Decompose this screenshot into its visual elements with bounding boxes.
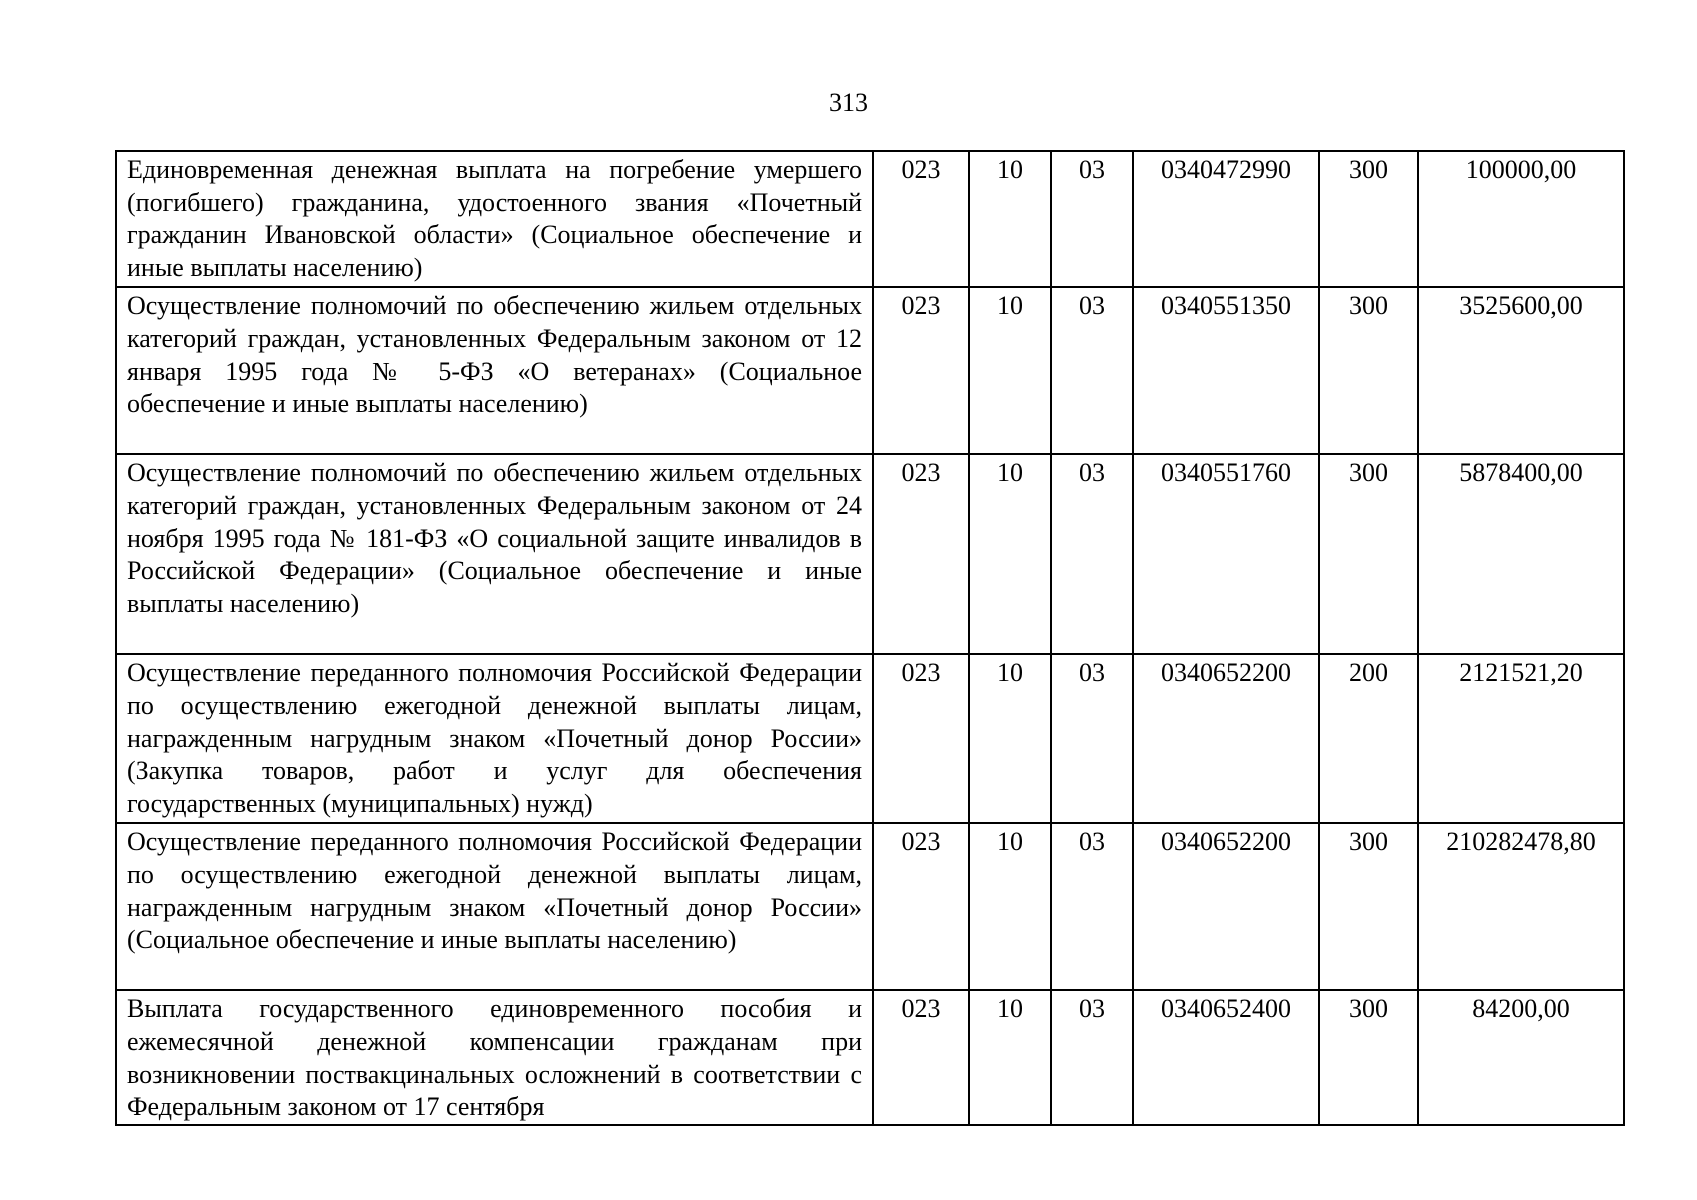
section-code: 10	[969, 454, 1051, 654]
amount: 100000,00	[1418, 151, 1624, 287]
amount: 3525600,00	[1418, 287, 1624, 454]
expense-type-code: 300	[1319, 823, 1418, 990]
table-row	[116, 287, 1624, 454]
amount: 210282478,80	[1418, 823, 1624, 990]
section-code: 10	[969, 654, 1051, 823]
amount: 5878400,00	[1418, 454, 1624, 654]
table-row	[116, 990, 1624, 1125]
target-article-code: 0340652200	[1133, 823, 1319, 990]
expense-description: Осуществление переданного полномочия Российской Федерации по осуществлению ежегодной денежной выплаты лицам, награжденным нагрудным знаком «Почетный донор России» (Социальное обеспечение и иные выплаты населению)	[116, 823, 873, 990]
page-number: 313	[829, 88, 868, 117]
subsection-code: 03	[1051, 454, 1133, 654]
target-article-code: 0340472990	[1133, 151, 1319, 287]
ministry-code: 023	[873, 151, 969, 287]
expense-description: Осуществление переданного полномочия Российской Федерации по осуществлению ежегодной денежной выплаты лицам, награжденным нагрудным знаком «Почетный донор России» (Закупка товаров, работ и услуг для обеспечения государственных (муниципальных) нужд)	[116, 654, 873, 823]
expense-type-code: 300	[1319, 990, 1418, 1125]
target-article-code: 0340652200	[1133, 654, 1319, 823]
expense-description: Выплата государственного единовременного пособия и ежемесячной денежной компенсации гражданам при возникновении поствакцинальных осложнений в соответствии с Федеральным законом от 17 сентября	[127, 994, 862, 1122]
expense-type-code: 300	[1319, 454, 1418, 654]
budget-table	[115, 150, 1625, 1126]
table-row	[116, 654, 1624, 823]
target-article-code: 0340652400	[1133, 990, 1319, 1125]
table-row	[116, 823, 1624, 990]
amount: 84200,00	[1418, 990, 1624, 1125]
expense-description: Единовременная денежная выплата на погребение умершего (погибшего) гражданина, удостоенного звания «Почетный гражданин Ивановской области» (Социальное обеспечение и иные выплаты населению)	[116, 151, 873, 287]
subsection-code: 03	[1051, 654, 1133, 823]
subsection-code: 03	[1051, 151, 1133, 287]
table-row	[116, 454, 1624, 654]
ministry-code: 023	[873, 654, 969, 823]
amount: 2121521,20	[1418, 654, 1624, 823]
expense-description: Осуществление полномочий по обеспечению жильем отдельных категорий граждан, установленных Федеральным законом от 24 ноября 1995 года № 181-ФЗ «О социальной защите инвалидов в Российской Федерации» (Социальное обеспечение и иные выплаты населению)	[116, 454, 873, 654]
ministry-code: 023	[873, 287, 969, 454]
subsection-code: 03	[1051, 990, 1133, 1125]
target-article-code: 0340551350	[1133, 287, 1319, 454]
expense-type-code: 300	[1319, 151, 1418, 287]
expense-type-code: 200	[1319, 654, 1418, 823]
subsection-code: 03	[1051, 823, 1133, 990]
ministry-code: 023	[873, 990, 969, 1125]
section-code: 10	[969, 287, 1051, 454]
ministry-code: 023	[873, 823, 969, 990]
subsection-code: 03	[1051, 287, 1133, 454]
ministry-code: 023	[873, 454, 969, 654]
expense-type-code: 300	[1319, 287, 1418, 454]
section-code: 10	[969, 823, 1051, 990]
expense-description: Осуществление полномочий по обеспечению жильем отдельных категорий граждан, установленных Федеральным законом от 12 января 1995 года № 5-ФЗ «О ветеранах» (Социальное обеспечение и иные выплаты населению)	[116, 287, 873, 454]
expense-description-cell	[116, 990, 873, 1125]
table-row	[116, 151, 1624, 287]
target-article-code: 0340551760	[1133, 454, 1319, 654]
section-code: 10	[969, 990, 1051, 1125]
section-code: 10	[969, 151, 1051, 287]
